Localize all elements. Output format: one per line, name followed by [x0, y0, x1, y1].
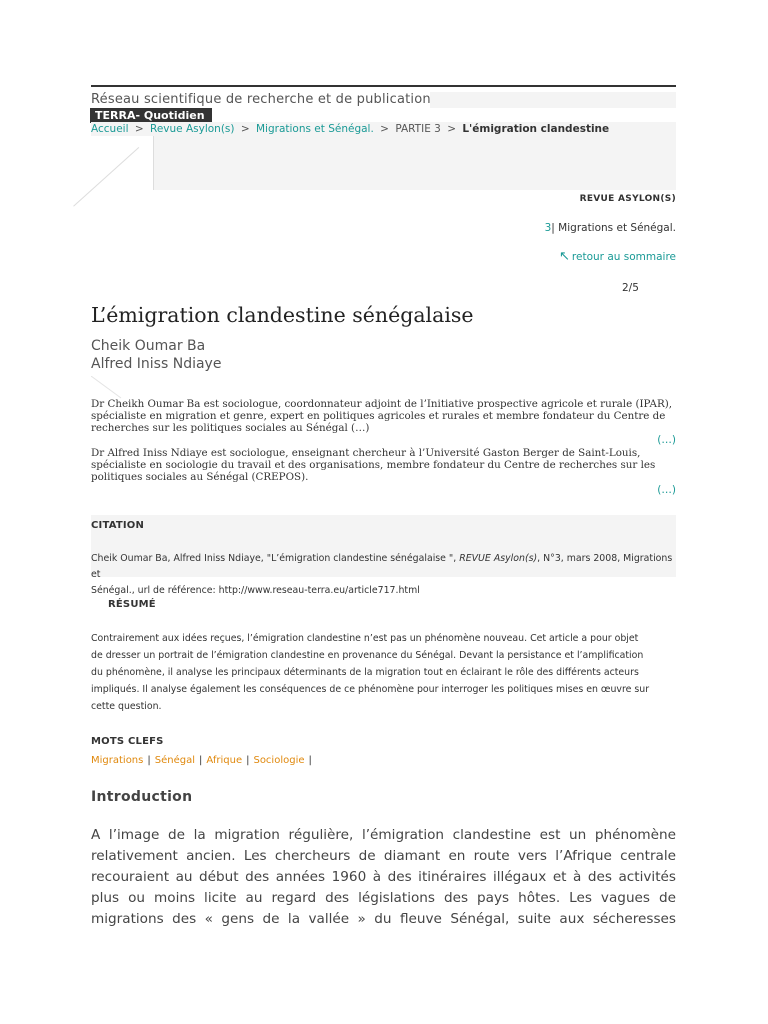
keyword-separator: |: [246, 755, 250, 766]
resume-line: de dresser un portrait de l’émigration clandestine en provenance du Sénégal. Devant la persistance et l’amplification: [91, 650, 644, 661]
keyword-link[interactable]: Sénégal: [154, 755, 195, 766]
back-to-contents-label: retour au sommaire: [571, 251, 676, 263]
keyword-link[interactable]: Sociologie: [253, 755, 305, 766]
citation-line: Sénégal., url de référence: http://www.reseau-terra.eu/article717.html: [91, 585, 420, 596]
citation-label: CITATION: [91, 520, 145, 531]
breadcrumb-separator: >: [447, 123, 457, 135]
keyword-link[interactable]: Migrations: [91, 755, 144, 766]
bio-line: Dr Cheikh Oumar Ba est sociologue, coordonnateur adjoint de l’Initiative prospective agricole et rurale (IPAR),: [91, 398, 672, 410]
breadcrumb-part: PARTIE 3: [395, 123, 441, 135]
keywords-label: MOTS CLEFS: [91, 736, 164, 747]
arrow-up-left-icon: ↖: [559, 249, 570, 264]
bio-more-link[interactable]: (…): [657, 434, 676, 446]
top-rule: [91, 85, 676, 87]
citation-text: [91, 551, 676, 599]
paragraph-line: plus ou moins licite au regard des législations des pays hôtes. Les vagues de: [91, 890, 676, 906]
paragraph-line: recouraient au début des années 1960 à des itinéraires illégaux et à des activités: [91, 869, 676, 885]
decorative-corner: [91, 136, 154, 190]
citation-journal: REVUE Asylon(s): [459, 553, 538, 564]
issue-number-link[interactable]: 3: [544, 222, 552, 234]
bio-line: spécialiste en sociologie du travail et des organisations, membre fondateur du Centre de recherches sur les: [91, 459, 656, 471]
bio-line: recherches sur les politiques sociales au Sénégal (…): [91, 422, 370, 434]
breadcrumb: [91, 123, 609, 135]
introduction-paragraph: [91, 825, 676, 930]
breadcrumb-separator: >: [134, 123, 144, 135]
paragraph-line: A l’image de la migration régulière, l’émigration clandestine est un phénomène: [91, 827, 676, 843]
bio-more-link[interactable]: (…): [657, 484, 676, 496]
bio-line: spécialiste en migration et genre, expert en politiques agricoles et rurales et membre fondateur du Centre de: [91, 410, 666, 422]
citation-part: , N°3, mars 2008, Migrations et: [91, 553, 673, 580]
terra-quotidien-tag[interactable]: TERRA- Quotidien: [91, 109, 211, 122]
paragraph-line: migrations des « gens de la vallée » du fleuve Sénégal, suite aux sécheresses: [91, 911, 676, 927]
issue-line: [545, 222, 676, 234]
bio-line: politiques sociales au Sénégal (CREPOS).: [91, 471, 309, 483]
breadcrumb-separator: >: [240, 123, 250, 135]
keywords-list: [91, 755, 316, 766]
resume-line: Contrairement aux idées reçues, l’émigration clandestine n’est pas un phénomène nouveau. Cet article a pour objet: [91, 633, 639, 644]
breadcrumb-current: L'émigration clandestine: [462, 123, 610, 135]
issue-title: | Migrations et Sénégal.: [551, 222, 676, 234]
breadcrumb-home-link[interactable]: Accueil: [91, 123, 129, 135]
resume-text: [91, 630, 676, 715]
page-indicator: 2/5: [622, 282, 639, 294]
author-name[interactable]: Cheik Oumar Ba: [91, 338, 206, 354]
article-title: L’émigration clandestine sénégalaise: [91, 303, 474, 327]
paragraph-line: relativement ancien. Les chercheurs de diamant en route vers l’Afrique centrale: [91, 848, 676, 864]
resume-line: du phénomène, il analyse les principaux déterminants de la migration tout en éclairant le rôle des différents acteurs: [91, 667, 639, 678]
site-name: Réseau scientifique de recherche et de publication: [91, 92, 431, 107]
author-bio: [91, 447, 676, 483]
author-bio: [91, 398, 676, 434]
back-to-contents-link[interactable]: [559, 249, 676, 264]
revue-label: REVUE ASYLON(S): [579, 194, 676, 204]
breadcrumb-revue-link[interactable]: Revue Asylon(s): [150, 123, 235, 135]
breadcrumb-separator: >: [380, 123, 389, 135]
resume-line: impliqués. Il analyse également les conséquences de ce phénomène pour interroger les politiques mises en œuvre sur: [91, 684, 650, 695]
author-name[interactable]: Alfred Iniss Ndiaye: [91, 356, 222, 372]
breadcrumb-issue-link[interactable]: Migrations et Sénégal.: [255, 123, 374, 135]
keyword-separator: |: [308, 755, 312, 766]
keyword-separator: |: [147, 755, 151, 766]
citation-line: [91, 551, 676, 583]
resume-label: RÉSUMÉ: [108, 599, 156, 610]
header-band: [430, 92, 676, 108]
keyword-separator: |: [198, 755, 203, 766]
resume-line: cette question.: [91, 701, 162, 712]
keyword-link[interactable]: Afrique: [206, 755, 243, 766]
introduction-heading: Introduction: [91, 789, 193, 805]
bio-line: Dr Alfred Iniss Ndiaye est sociologue, enseignant chercheur à l’Université Gaston Berger de Saint-Louis,: [91, 447, 641, 459]
citation-part: Cheik Oumar Ba, Alfred Iniss Ndiaye, "L’émigration clandestine sénégalaise ",: [91, 553, 460, 564]
